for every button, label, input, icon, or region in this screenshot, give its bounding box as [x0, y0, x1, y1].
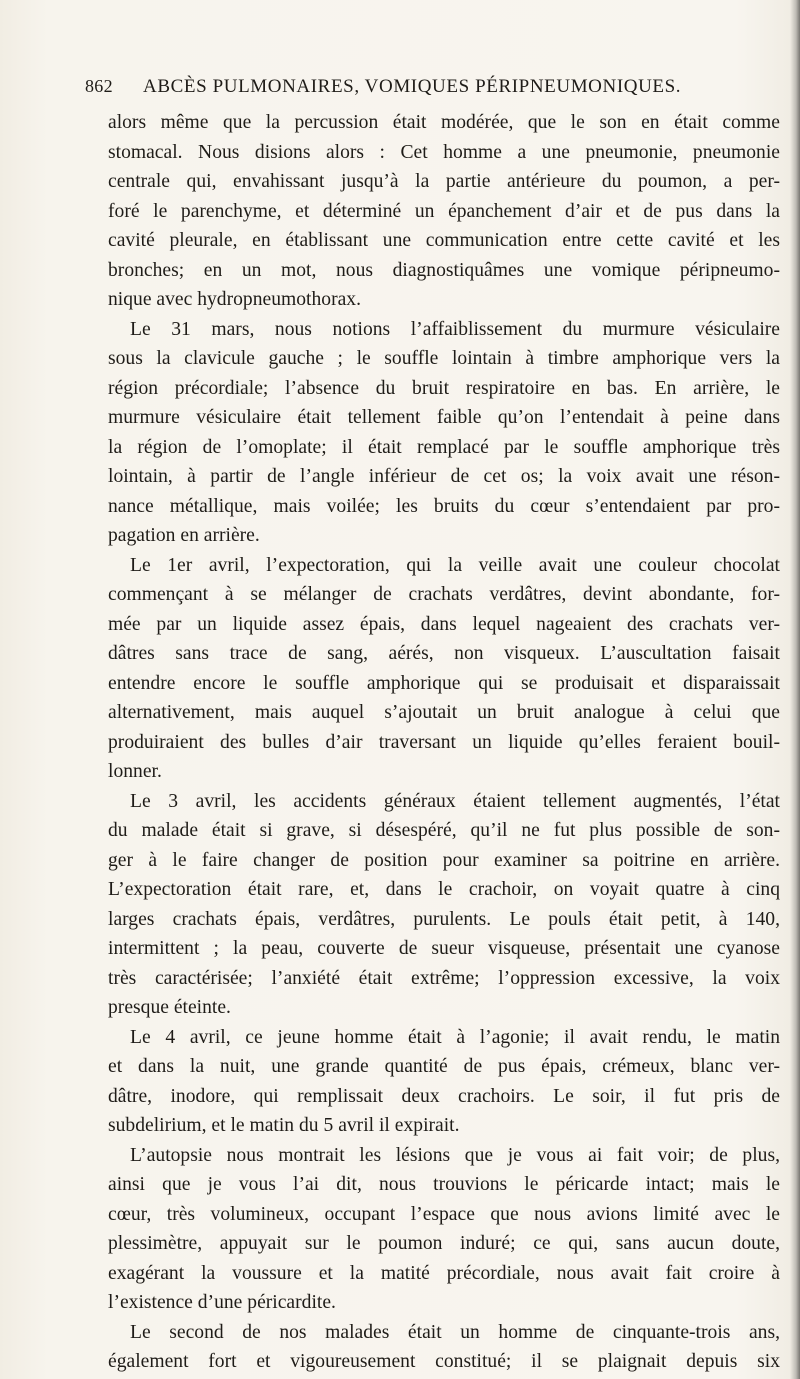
page-number: 862: [85, 76, 113, 96]
text-line: bronches; en un mot, nous diagnostiquâmes une vomique péripneumo-: [108, 259, 780, 281]
page-edge-shadow: [790, 0, 800, 1379]
text-line: région précordiale; l’absence du bruit respiratoire en bas. En arrière, le: [108, 377, 780, 399]
text-line: du malade était si grave, si désespéré, qu’il ne fut plus possible de son-: [108, 820, 780, 841]
text-line: larges crachats épais, verdâtres, purulents. Le pouls était petit, à 140,: [108, 908, 780, 930]
text-line: alternativement, mais auquel s’ajoutait un bruit analogue à celui que: [108, 702, 780, 723]
body-text: [108, 108, 780, 1377]
text-line: murmure vésiculaire était tellement faible qu’on l’entendait à peine dans: [108, 407, 780, 428]
text-line: plessimètre, appuyait sur le poumon induré; ce qui, sans aucun doute,: [108, 1233, 780, 1254]
text-line: presque éteinte.: [108, 997, 231, 1018]
text-line: commençant à se mélanger de crachats verdâtres, devint abondante, for-: [108, 584, 780, 605]
text-line: exagérant la voussure et la matité précordiale, nous avait fait croire à: [108, 1262, 780, 1284]
text-line: pagation en arrière.: [108, 525, 260, 546]
text-line: centrale qui, envahissant jusqu’à la partie antérieure du poumon, a per-: [108, 171, 780, 192]
text-line: lointain, à partir de l’angle inférieur de cet os; la voix avait une réson-: [108, 466, 780, 487]
text-line: la région de l’omoplate; il était remplacé par le souffle amphorique très: [108, 436, 780, 458]
text-line: dâtre, inodore, qui remplissait deux crachoirs. Le soir, il fut pris de: [108, 1085, 780, 1107]
text-line: Le second de nos malades était un homme de cinquante-trois ans,: [130, 1321, 780, 1343]
text-line: foré le parenchyme, et déterminé un épanchement d’air et de pus dans la: [108, 200, 780, 222]
running-head: ABCÈS PULMONAIRES, VOMIQUES PÉRIPNEUMONIQUES.: [143, 76, 682, 97]
text-line: sous la clavicule gauche ; le souffle lointain à timbre amphorique vers la: [108, 348, 780, 369]
text-line: l’existence d’une péricardite.: [108, 1292, 336, 1313]
text-line: Le 4 avril, ce jeune homme était à l’agonie; il avait rendu, le matin: [130, 1026, 780, 1048]
text-line: L’autopsie nous montrait les lésions que je vous ai fait voir; de plus,: [130, 1144, 780, 1166]
text-line: très caractérisée; l’anxiété était extrême; l’oppression excessive, la voix: [108, 967, 780, 989]
text-line: nique avec hydropneumothorax.: [108, 289, 362, 310]
text-line: Le 31 mars, nous notions l’affaiblissement du murmure vésiculaire: [130, 318, 780, 340]
text-line: subdelirium, et le matin du 5 avril il expirait.: [108, 1115, 460, 1136]
text-line: intermittent ; la peau, couverte de sueur visqueuse, présentait une cyanose: [108, 938, 780, 959]
text-line: ger à le faire changer de position pour examiner sa poitrine en arrière.: [108, 849, 780, 871]
text-line: stomacal. Nous disions alors : Cet homme a une pneumonie, pneumonie: [108, 141, 780, 163]
text-line: cœur, très volumineux, occupant l’espace que nous avions limité avec le: [108, 1203, 780, 1225]
text-line: Le 3 avril, les accidents généraux étaient tellement augmentés, l’état: [130, 790, 780, 812]
text-line: Le 1er avril, l’expectoration, qui la veille avait une couleur chocolat: [130, 554, 780, 576]
text-line: lonner.: [108, 761, 162, 782]
text-line: également fort et vigoureusement constitué; il se plaignait depuis six: [108, 1351, 780, 1372]
page-header: [85, 68, 775, 98]
text-line: mée par un liquide assez épais, dans lequel nageaient des crachats ver-: [108, 613, 780, 635]
text-line: ainsi que je vous l’ai dit, nous trouvions le péricarde intact; mais le: [108, 1174, 780, 1195]
text-line: entendre encore le souffle amphorique qui se produisait et disparaissait: [108, 672, 780, 694]
text-line: alors même que la percussion était modérée, que le son en était comme: [108, 112, 780, 133]
text-line: L’expectoration était rare, et, dans le crachoir, on voyait quatre à cinq: [108, 879, 780, 900]
text-line: produiraient des bulles d’air traversant un liquide qu’elles feraient bouil-: [108, 731, 780, 753]
text-line: cavité pleurale, en établissant une communication entre cette cavité et les: [108, 230, 780, 251]
text-line: et dans la nuit, une grande quantité de pus épais, crémeux, blanc ver-: [108, 1056, 780, 1077]
text-line: dâtres sans trace de sang, aérés, non visqueux. L’auscultation faisait: [108, 643, 780, 664]
text-line: nance métallique, mais voilée; les bruits du cœur s’entendaient par pro-: [108, 495, 780, 517]
